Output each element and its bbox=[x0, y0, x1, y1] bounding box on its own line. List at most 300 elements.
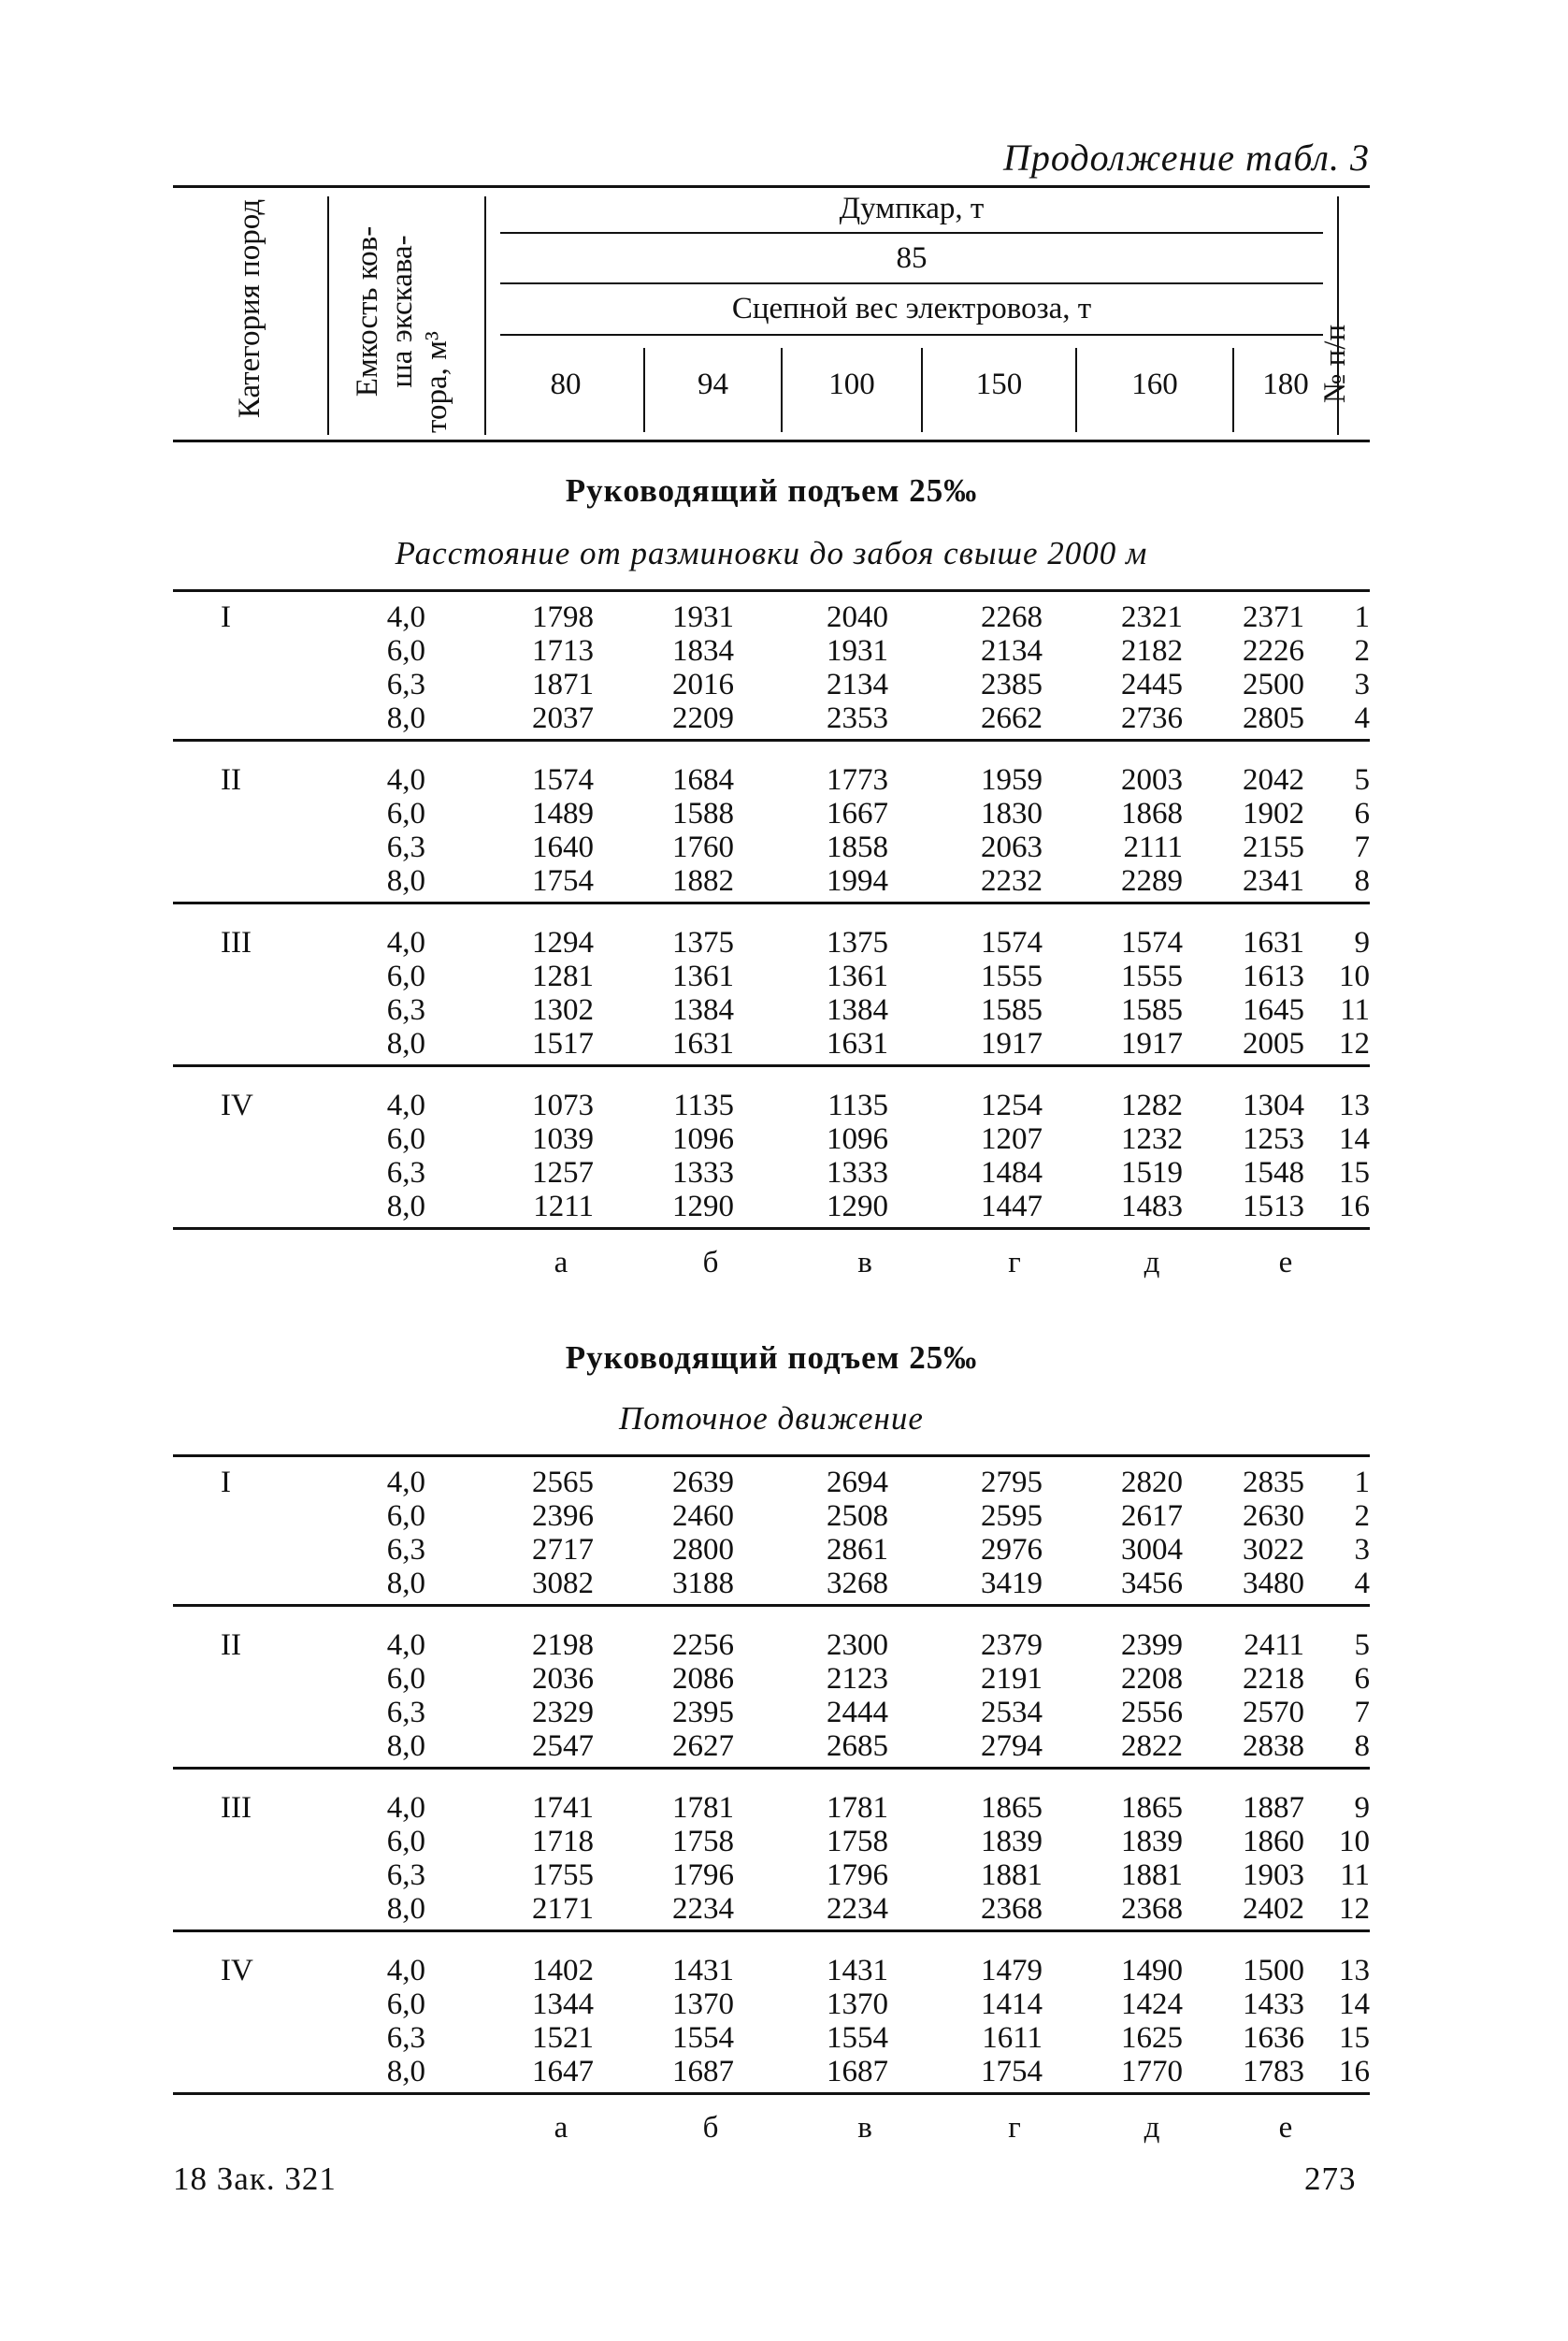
value-cell: 2226 bbox=[1243, 634, 1304, 668]
value-cell: 1479 bbox=[981, 1954, 1043, 1987]
table-rule bbox=[173, 2092, 1370, 2095]
value-cell: 1370 bbox=[672, 1987, 734, 2021]
bucket-capacity: 6,3 bbox=[386, 993, 425, 1027]
column-letter: б bbox=[702, 1246, 719, 1279]
value-cell: 1254 bbox=[981, 1089, 1043, 1122]
value-cell: 2445 bbox=[1121, 668, 1183, 701]
value-cell: 2040 bbox=[827, 600, 888, 634]
value-cell: 1257 bbox=[532, 1156, 594, 1190]
section1-title: Руководящий подъем 25‰ bbox=[565, 472, 978, 509]
table-rule bbox=[173, 589, 1370, 592]
row-number: 4 bbox=[1354, 1567, 1370, 1600]
value-cell: 1881 bbox=[1121, 1858, 1183, 1892]
value-cell: 2570 bbox=[1243, 1696, 1304, 1729]
value-cell: 1868 bbox=[1121, 797, 1183, 831]
column-letter: а bbox=[554, 2111, 568, 2145]
column-letter: г bbox=[1008, 2111, 1021, 2145]
row-number: 10 bbox=[1339, 960, 1370, 993]
value-cell: 1554 bbox=[672, 2021, 734, 2055]
value-cell: 1770 bbox=[1121, 2055, 1183, 2088]
footer-order-note: 18 Зак. 321 bbox=[173, 2160, 337, 2197]
value-cell: 1781 bbox=[672, 1791, 734, 1825]
value-cell: 2736 bbox=[1121, 701, 1183, 735]
value-cell: 1783 bbox=[1243, 2055, 1304, 2088]
page-number: 273 bbox=[1304, 2160, 1357, 2197]
header-loco-180: 180 bbox=[1262, 368, 1309, 401]
bucket-capacity: 8,0 bbox=[386, 701, 425, 735]
value-cell: 1483 bbox=[1121, 1190, 1183, 1223]
bucket-capacity: 4,0 bbox=[386, 926, 425, 960]
category-label: IV bbox=[221, 1954, 253, 1987]
header-loco-160: 160 bbox=[1131, 368, 1178, 401]
value-cell: 1917 bbox=[981, 1027, 1043, 1061]
value-cell: 1431 bbox=[672, 1954, 734, 1987]
bucket-capacity: 4,0 bbox=[386, 600, 425, 634]
value-cell: 1839 bbox=[981, 1825, 1043, 1858]
value-cell: 1647 bbox=[532, 2055, 594, 2088]
value-cell: 1796 bbox=[827, 1858, 888, 1892]
value-cell: 1858 bbox=[827, 831, 888, 864]
value-cell: 1931 bbox=[827, 634, 888, 668]
value-cell: 1433 bbox=[1243, 1987, 1304, 2021]
header-dumpcar-value: 85 bbox=[896, 241, 928, 275]
value-cell: 2016 bbox=[672, 668, 734, 701]
value-cell: 3419 bbox=[981, 1567, 1043, 1600]
column-letter: в bbox=[857, 2111, 872, 2145]
row-number: 1 bbox=[1354, 1466, 1370, 1499]
value-cell: 2256 bbox=[672, 1628, 734, 1662]
category-label: II bbox=[221, 763, 241, 797]
value-cell: 2534 bbox=[981, 1696, 1043, 1729]
value-cell: 1521 bbox=[532, 2021, 594, 2055]
value-cell: 2822 bbox=[1121, 1729, 1183, 1763]
value-cell: 1548 bbox=[1243, 1156, 1304, 1190]
value-cell: 1887 bbox=[1243, 1791, 1304, 1825]
bucket-capacity: 6,0 bbox=[386, 1499, 425, 1533]
value-cell: 1613 bbox=[1243, 960, 1304, 993]
value-cell: 1781 bbox=[827, 1791, 888, 1825]
row-number: 3 bbox=[1354, 1533, 1370, 1567]
value-cell: 2411 bbox=[1244, 1628, 1304, 1662]
value-cell: 2379 bbox=[981, 1628, 1043, 1662]
value-cell: 1447 bbox=[981, 1190, 1043, 1223]
bucket-capacity: 8,0 bbox=[386, 1729, 425, 1763]
value-cell: 2368 bbox=[1121, 1892, 1183, 1926]
value-cell: 2399 bbox=[1121, 1628, 1183, 1662]
value-cell: 1073 bbox=[532, 1089, 594, 1122]
value-cell: 2111 bbox=[1123, 831, 1183, 864]
value-cell: 1519 bbox=[1121, 1156, 1183, 1190]
header-bucket-line2: ша экскава- bbox=[385, 235, 419, 388]
value-cell: 1741 bbox=[532, 1791, 594, 1825]
bucket-capacity: 8,0 bbox=[386, 2055, 425, 2088]
value-cell: 2198 bbox=[532, 1628, 594, 1662]
table-rule bbox=[173, 902, 1370, 904]
row-number: 2 bbox=[1354, 634, 1370, 668]
value-cell: 2086 bbox=[672, 1662, 734, 1696]
value-cell: 2838 bbox=[1243, 1729, 1304, 1763]
value-cell: 1585 bbox=[981, 993, 1043, 1027]
value-cell: 2795 bbox=[981, 1466, 1043, 1499]
value-cell: 2289 bbox=[1121, 864, 1183, 898]
row-number: 8 bbox=[1354, 864, 1370, 898]
value-cell: 1860 bbox=[1243, 1825, 1304, 1858]
header-dumpcar: Думпкар, т bbox=[839, 192, 985, 225]
value-cell: 2976 bbox=[981, 1533, 1043, 1567]
value-cell: 1758 bbox=[827, 1825, 888, 1858]
value-cell: 2155 bbox=[1243, 831, 1304, 864]
value-cell: 3480 bbox=[1243, 1567, 1304, 1600]
value-cell: 2402 bbox=[1243, 1892, 1304, 1926]
row-number: 16 bbox=[1339, 1190, 1370, 1223]
table-rule bbox=[173, 1929, 1370, 1932]
value-cell: 2036 bbox=[532, 1662, 594, 1696]
value-cell: 2005 bbox=[1243, 1027, 1304, 1061]
value-cell: 2232 bbox=[981, 864, 1043, 898]
row-number: 14 bbox=[1339, 1122, 1370, 1156]
value-cell: 1902 bbox=[1243, 797, 1304, 831]
value-cell: 1631 bbox=[827, 1027, 888, 1061]
value-cell: 2565 bbox=[532, 1466, 594, 1499]
header-loco-150: 150 bbox=[975, 368, 1023, 401]
value-cell: 1574 bbox=[1121, 926, 1183, 960]
header-loco-100: 100 bbox=[828, 368, 875, 401]
value-cell: 1294 bbox=[532, 926, 594, 960]
value-cell: 1773 bbox=[827, 763, 888, 797]
value-cell: 1588 bbox=[672, 797, 734, 831]
value-cell: 2341 bbox=[1243, 864, 1304, 898]
value-cell: 1384 bbox=[827, 993, 888, 1027]
row-number: 11 bbox=[1340, 993, 1370, 1027]
value-cell: 1513 bbox=[1243, 1190, 1304, 1223]
category-label: III bbox=[221, 926, 252, 960]
bucket-capacity: 8,0 bbox=[386, 1567, 425, 1600]
value-cell: 1834 bbox=[672, 634, 734, 668]
value-cell: 1882 bbox=[672, 864, 734, 898]
bucket-capacity: 6,3 bbox=[386, 831, 425, 864]
value-cell: 2123 bbox=[827, 1662, 888, 1696]
bucket-capacity: 6,0 bbox=[386, 1825, 425, 1858]
row-number: 7 bbox=[1354, 831, 1370, 864]
row-number: 5 bbox=[1354, 763, 1370, 797]
value-cell: 1917 bbox=[1121, 1027, 1183, 1061]
value-cell: 1830 bbox=[981, 797, 1043, 831]
column-letter: б bbox=[702, 2111, 719, 2145]
row-number: 6 bbox=[1354, 1662, 1370, 1696]
value-cell: 1344 bbox=[532, 1987, 594, 2021]
column-letter: е bbox=[1278, 2111, 1293, 2145]
row-number: 3 bbox=[1354, 668, 1370, 701]
value-cell: 2063 bbox=[981, 831, 1043, 864]
value-cell: 2268 bbox=[981, 600, 1043, 634]
bucket-capacity: 6,0 bbox=[386, 960, 425, 993]
row-number: 6 bbox=[1354, 797, 1370, 831]
value-cell: 1484 bbox=[981, 1156, 1043, 1190]
bucket-capacity: 6,0 bbox=[386, 797, 425, 831]
value-cell: 1424 bbox=[1121, 1987, 1183, 2021]
column-letter: д bbox=[1144, 2111, 1160, 2145]
value-cell: 2182 bbox=[1121, 634, 1183, 668]
value-cell: 2556 bbox=[1121, 1696, 1183, 1729]
header-row-number: № п/п bbox=[1318, 324, 1352, 404]
table-continuation-caption: Продолжение табл. 3 bbox=[1002, 137, 1370, 179]
value-cell: 2300 bbox=[827, 1628, 888, 1662]
value-cell: 1282 bbox=[1121, 1089, 1183, 1122]
value-cell: 1135 bbox=[673, 1089, 734, 1122]
value-cell: 1585 bbox=[1121, 993, 1183, 1027]
header-loco-weight: Сцепной вес электровоза, т bbox=[731, 292, 1092, 325]
value-cell: 1881 bbox=[981, 1858, 1043, 1892]
value-cell: 2134 bbox=[981, 634, 1043, 668]
value-cell: 2234 bbox=[827, 1892, 888, 1926]
row-number: 12 bbox=[1339, 1027, 1370, 1061]
column-letter: е bbox=[1278, 1246, 1293, 1279]
table-rule bbox=[173, 1454, 1370, 1457]
value-cell: 1500 bbox=[1243, 1954, 1304, 1987]
value-cell: 1290 bbox=[672, 1190, 734, 1223]
value-cell: 3082 bbox=[532, 1567, 594, 1600]
value-cell: 2329 bbox=[532, 1696, 594, 1729]
row-number: 15 bbox=[1339, 1156, 1370, 1190]
value-cell: 1489 bbox=[532, 797, 594, 831]
value-cell: 2595 bbox=[981, 1499, 1043, 1533]
value-cell: 1839 bbox=[1121, 1825, 1183, 1858]
value-cell: 1384 bbox=[672, 993, 734, 1027]
value-cell: 1211 bbox=[533, 1190, 594, 1223]
value-cell: 1755 bbox=[532, 1858, 594, 1892]
value-cell: 1631 bbox=[672, 1027, 734, 1061]
value-cell: 1554 bbox=[827, 2021, 888, 2055]
value-cell: 2694 bbox=[827, 1466, 888, 1499]
row-number: 13 bbox=[1339, 1089, 1370, 1122]
value-cell: 1207 bbox=[981, 1122, 1043, 1156]
value-cell: 2209 bbox=[672, 701, 734, 735]
value-cell: 1414 bbox=[981, 1987, 1043, 2021]
value-cell: 2617 bbox=[1121, 1499, 1183, 1533]
row-number: 13 bbox=[1339, 1954, 1370, 1987]
value-cell: 2627 bbox=[672, 1729, 734, 1763]
value-cell: 1361 bbox=[827, 960, 888, 993]
value-cell: 1375 bbox=[827, 926, 888, 960]
value-cell: 1760 bbox=[672, 831, 734, 864]
value-cell: 1865 bbox=[1121, 1791, 1183, 1825]
bucket-capacity: 6,3 bbox=[386, 2021, 425, 2055]
value-cell: 1490 bbox=[1121, 1954, 1183, 1987]
value-cell: 1431 bbox=[827, 1954, 888, 1987]
value-cell: 1574 bbox=[981, 926, 1043, 960]
value-cell: 2820 bbox=[1121, 1466, 1183, 1499]
value-cell: 2662 bbox=[981, 701, 1043, 735]
value-cell: 1667 bbox=[827, 797, 888, 831]
row-number: 9 bbox=[1354, 926, 1370, 960]
value-cell: 1375 bbox=[672, 926, 734, 960]
value-cell: 1555 bbox=[1121, 960, 1183, 993]
table-rule bbox=[173, 1064, 1370, 1067]
row-number: 7 bbox=[1354, 1696, 1370, 1729]
value-cell: 2717 bbox=[532, 1533, 594, 1567]
row-number: 12 bbox=[1339, 1892, 1370, 1926]
value-cell: 1758 bbox=[672, 1825, 734, 1858]
value-cell: 2835 bbox=[1243, 1466, 1304, 1499]
bucket-capacity: 8,0 bbox=[386, 864, 425, 898]
value-cell: 1402 bbox=[532, 1954, 594, 1987]
value-cell: 2639 bbox=[672, 1466, 734, 1499]
row-number: 10 bbox=[1339, 1825, 1370, 1858]
column-letter: в bbox=[857, 1246, 872, 1279]
bucket-capacity: 8,0 bbox=[386, 1027, 425, 1061]
value-cell: 2134 bbox=[827, 668, 888, 701]
value-cell: 2353 bbox=[827, 701, 888, 735]
value-cell: 2171 bbox=[532, 1892, 594, 1926]
value-cell: 1636 bbox=[1243, 2021, 1304, 2055]
value-cell: 1253 bbox=[1243, 1122, 1304, 1156]
header-bucket-line3: тора, м³ bbox=[420, 331, 453, 433]
value-cell: 1290 bbox=[827, 1190, 888, 1223]
value-cell: 1096 bbox=[827, 1122, 888, 1156]
value-cell: 2800 bbox=[672, 1533, 734, 1567]
value-cell: 2042 bbox=[1243, 763, 1304, 797]
value-cell: 2805 bbox=[1243, 701, 1304, 735]
value-cell: 2685 bbox=[827, 1729, 888, 1763]
value-cell: 1370 bbox=[827, 1987, 888, 2021]
value-cell: 2234 bbox=[672, 1892, 734, 1926]
header-loco-94: 94 bbox=[698, 368, 728, 401]
value-cell: 1039 bbox=[532, 1122, 594, 1156]
value-cell: 2547 bbox=[532, 1729, 594, 1763]
value-cell: 1687 bbox=[672, 2055, 734, 2088]
value-cell: 2794 bbox=[981, 1729, 1043, 1763]
table-rule bbox=[173, 1604, 1370, 1607]
value-cell: 1798 bbox=[532, 600, 594, 634]
value-cell: 3004 bbox=[1121, 1533, 1183, 1567]
row-number: 14 bbox=[1339, 1987, 1370, 2021]
row-number: 4 bbox=[1354, 701, 1370, 735]
value-cell: 2396 bbox=[532, 1499, 594, 1533]
value-cell: 1625 bbox=[1121, 2021, 1183, 2055]
value-cell: 1304 bbox=[1243, 1089, 1304, 1122]
bucket-capacity: 6,3 bbox=[386, 1696, 425, 1729]
value-cell: 1687 bbox=[827, 2055, 888, 2088]
row-number: 1 bbox=[1354, 600, 1370, 634]
category-label: IV bbox=[221, 1089, 253, 1122]
header-bucket-line1: Емкость ков- bbox=[351, 225, 384, 397]
value-cell: 2630 bbox=[1243, 1499, 1304, 1533]
value-cell: 2444 bbox=[827, 1696, 888, 1729]
column-letter: д bbox=[1144, 1246, 1160, 1279]
value-cell: 1718 bbox=[532, 1825, 594, 1858]
category-label: I bbox=[221, 600, 231, 634]
value-cell: 1865 bbox=[981, 1791, 1043, 1825]
bucket-capacity: 6,0 bbox=[386, 634, 425, 668]
value-cell: 3456 bbox=[1121, 1567, 1183, 1600]
value-cell: 1281 bbox=[532, 960, 594, 993]
section2-title: Руководящий подъем 25‰ bbox=[565, 1339, 978, 1376]
value-cell: 2861 bbox=[827, 1533, 888, 1567]
bucket-capacity: 4,0 bbox=[386, 1954, 425, 1987]
section2-subtitle: Поточное движение bbox=[619, 1400, 924, 1437]
value-cell: 2385 bbox=[981, 668, 1043, 701]
value-cell: 1931 bbox=[672, 600, 734, 634]
value-cell: 1555 bbox=[981, 960, 1043, 993]
bucket-capacity: 4,0 bbox=[386, 763, 425, 797]
bucket-capacity: 8,0 bbox=[386, 1190, 425, 1223]
column-letter: г bbox=[1008, 1246, 1021, 1279]
value-cell: 1713 bbox=[532, 634, 594, 668]
bucket-capacity: 4,0 bbox=[386, 1791, 425, 1825]
value-cell: 2395 bbox=[672, 1696, 734, 1729]
row-number: 15 bbox=[1339, 2021, 1370, 2055]
bucket-capacity: 4,0 bbox=[386, 1089, 425, 1122]
bucket-capacity: 6,0 bbox=[386, 1122, 425, 1156]
bucket-capacity: 6,3 bbox=[386, 1533, 425, 1567]
category-label: II bbox=[221, 1628, 241, 1662]
category-label: I bbox=[221, 1466, 231, 1499]
value-cell: 1574 bbox=[532, 763, 594, 797]
value-cell: 1517 bbox=[532, 1027, 594, 1061]
value-cell: 2500 bbox=[1243, 668, 1304, 701]
header-category: Категория пород bbox=[233, 198, 266, 419]
value-cell: 2191 bbox=[981, 1662, 1043, 1696]
value-cell: 2321 bbox=[1121, 600, 1183, 634]
value-cell: 1640 bbox=[532, 831, 594, 864]
bucket-capacity: 6,3 bbox=[386, 1156, 425, 1190]
table-rule bbox=[173, 739, 1370, 742]
value-cell: 1333 bbox=[827, 1156, 888, 1190]
row-number: 8 bbox=[1354, 1729, 1370, 1763]
value-cell: 1302 bbox=[532, 993, 594, 1027]
row-number: 11 bbox=[1340, 1858, 1370, 1892]
value-cell: 1796 bbox=[672, 1858, 734, 1892]
value-cell: 2368 bbox=[981, 1892, 1043, 1926]
value-cell: 2218 bbox=[1243, 1662, 1304, 1696]
row-number: 2 bbox=[1354, 1499, 1370, 1533]
value-cell: 1994 bbox=[827, 864, 888, 898]
bucket-capacity: 6,0 bbox=[386, 1987, 425, 2021]
row-number: 5 bbox=[1354, 1628, 1370, 1662]
row-number: 9 bbox=[1354, 1791, 1370, 1825]
value-cell: 1754 bbox=[532, 864, 594, 898]
table-rule bbox=[173, 1227, 1370, 1230]
value-cell: 1611 bbox=[982, 2021, 1043, 2055]
value-cell: 3188 bbox=[672, 1567, 734, 1600]
value-cell: 2037 bbox=[532, 701, 594, 735]
value-cell: 2508 bbox=[827, 1499, 888, 1533]
bucket-capacity: 6,3 bbox=[386, 1858, 425, 1892]
value-cell: 2208 bbox=[1121, 1662, 1183, 1696]
bucket-capacity: 6,3 bbox=[386, 668, 425, 701]
bucket-capacity: 6,0 bbox=[386, 1662, 425, 1696]
value-cell: 1754 bbox=[981, 2055, 1043, 2088]
column-letter: а bbox=[554, 1246, 568, 1279]
bucket-capacity: 4,0 bbox=[386, 1466, 425, 1499]
value-cell: 1232 bbox=[1121, 1122, 1183, 1156]
header-loco-80: 80 bbox=[550, 368, 582, 401]
value-cell: 1903 bbox=[1243, 1858, 1304, 1892]
value-cell: 3022 bbox=[1243, 1533, 1304, 1567]
value-cell: 2371 bbox=[1243, 600, 1304, 634]
value-cell: 1871 bbox=[532, 668, 594, 701]
value-cell: 3268 bbox=[827, 1567, 888, 1600]
value-cell: 1096 bbox=[672, 1122, 734, 1156]
value-cell: 2003 bbox=[1121, 763, 1183, 797]
row-number: 16 bbox=[1339, 2055, 1370, 2088]
category-label: III bbox=[221, 1791, 252, 1825]
value-cell: 1631 bbox=[1243, 926, 1304, 960]
value-cell: 1959 bbox=[981, 763, 1043, 797]
value-cell: 2460 bbox=[672, 1499, 734, 1533]
value-cell: 1684 bbox=[672, 763, 734, 797]
value-cell: 1135 bbox=[827, 1089, 888, 1122]
